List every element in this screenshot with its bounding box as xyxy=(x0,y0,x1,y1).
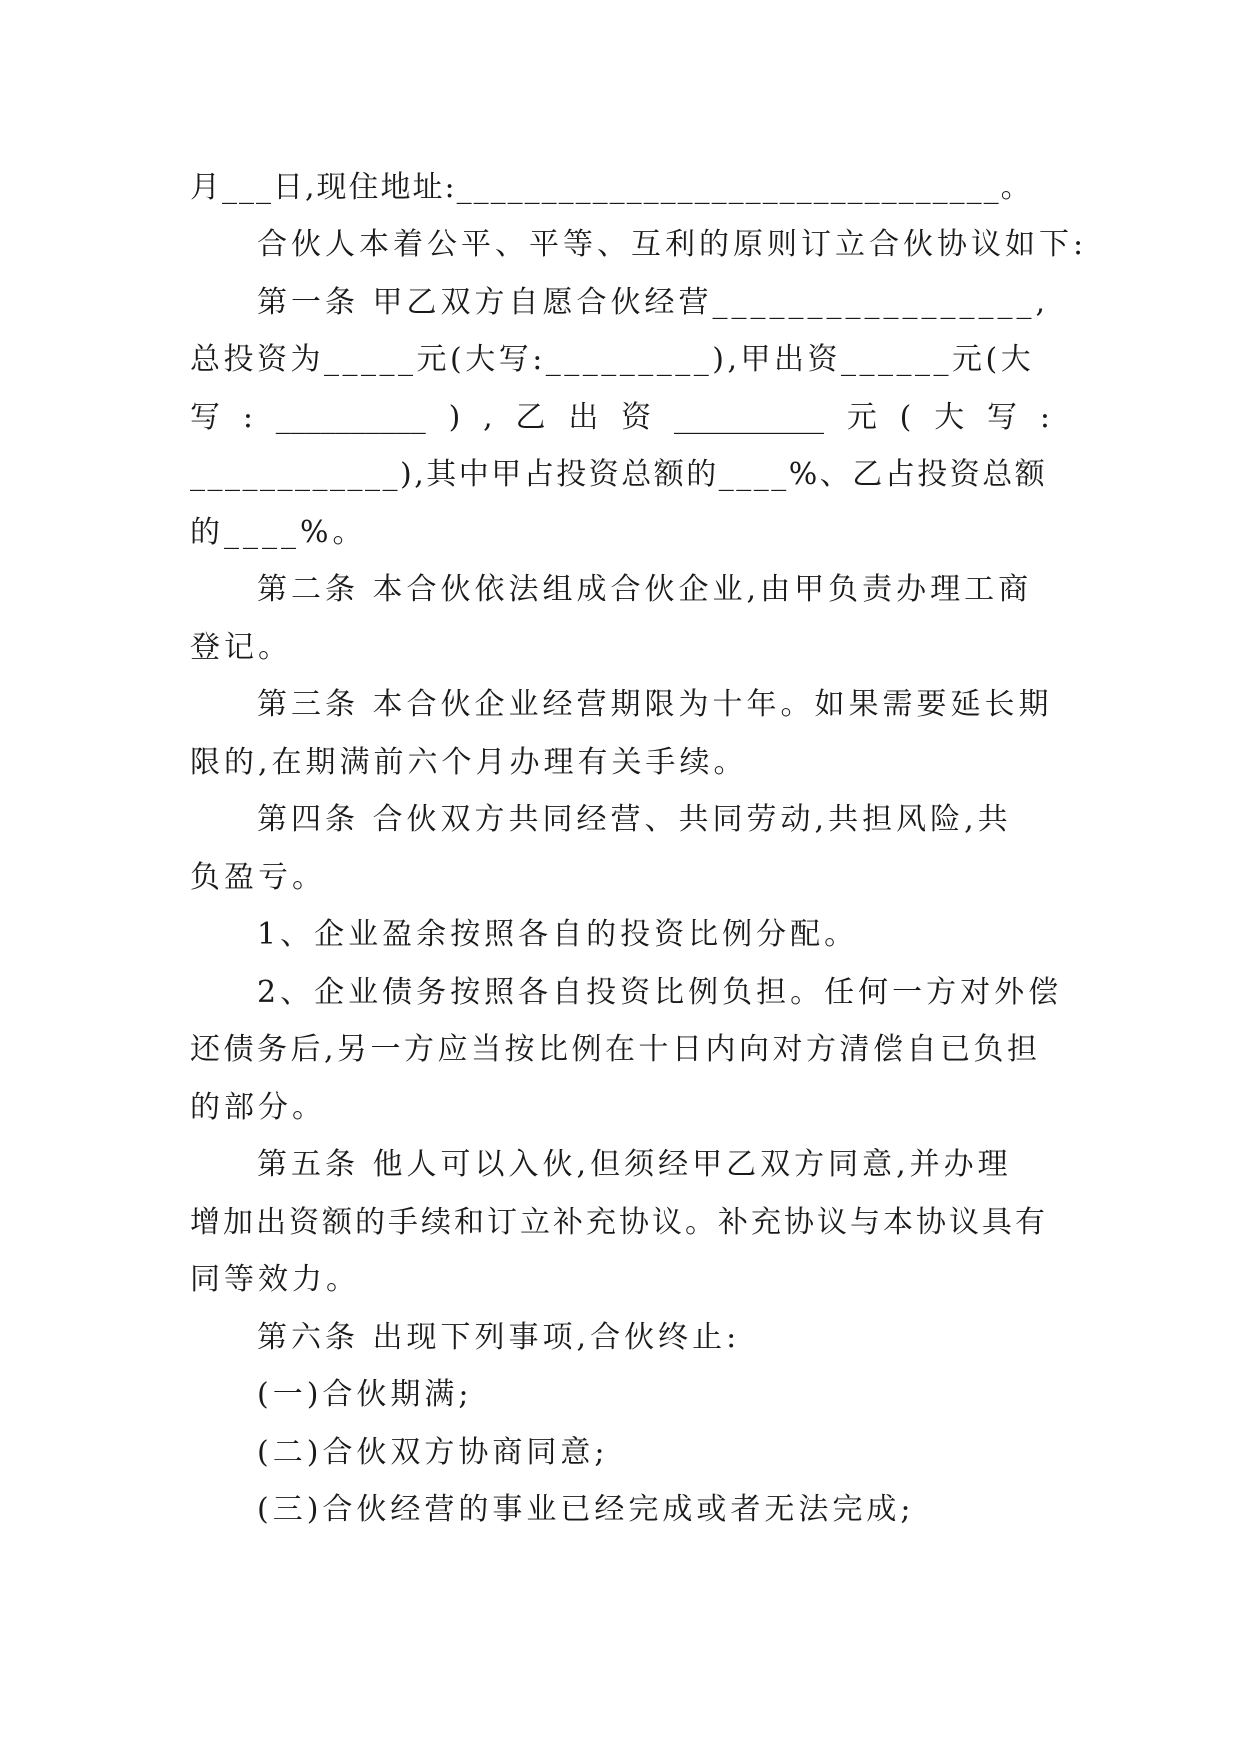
text-fragment: 写 xyxy=(987,400,1018,435)
text-line-item-2-end: 的部分。 xyxy=(190,1090,326,1125)
text-fragment: 写 xyxy=(190,400,220,435)
text-line-article-4-cont: 负盈亏。 xyxy=(190,860,326,895)
text-line-article-1: 第一条 甲乙双方自愿合伙经营_________________, xyxy=(257,285,1050,320)
text-line-item-2: 2、企业债务按照各自投资比例负担。任何一方对外偿 xyxy=(257,975,1063,1010)
text-line-item-1: 1、企业盈余按照各自的投资比例分配。 xyxy=(257,917,859,952)
text-line-address: 月___日,现住地址:________________________________。 xyxy=(190,170,1033,205)
text-line-preamble: 合伙人本着公平、平等、互利的原则订立合伙协议如下: xyxy=(257,227,1088,262)
text-line-article-2: 第二条 本合伙依法组成合伙企业,由甲负责办理工商 xyxy=(257,572,1033,607)
text-line-share-2: 的____%。 xyxy=(190,515,367,550)
text-fragment: 出 xyxy=(568,400,599,435)
text-line-article-5-end: 同等效力。 xyxy=(190,1262,360,1297)
blank-field: __________ xyxy=(674,400,824,435)
text-line-article-3-cont: 限的,在期满前六个月办理有关手续。 xyxy=(190,745,748,780)
text-fragment: ( xyxy=(899,400,912,435)
text-line-article-5-cont: 增加出资额的手续和订立补充协议。补充协议与本协议具有 xyxy=(190,1205,1048,1240)
text-fragment: : xyxy=(1039,400,1050,435)
text-fragment: 大 xyxy=(934,400,965,435)
text-fragment: , xyxy=(483,400,493,435)
text-line-article-2-cont: 登记。 xyxy=(190,630,292,665)
text-fragment: 资 xyxy=(621,400,652,435)
blank-field: __________ xyxy=(275,400,426,435)
text-line-article-3: 第三条 本合伙企业经营期限为十年。如果需要延长期 xyxy=(257,687,1053,722)
text-fragment: : xyxy=(242,400,253,435)
text-line-article-4: 第四条 合伙双方共同经营、共同劳动,共担风险,共 xyxy=(257,802,1012,837)
text-fragment: 乙 xyxy=(515,400,546,435)
text-line-investment: 总投资为_____元(大写:_________),甲出资______元(大 xyxy=(190,342,1035,377)
text-line-share: ____________),其中甲占投资总额的____%、乙占投资总额 xyxy=(190,457,1048,492)
text-line-clause-3: (三)合伙经营的事业已经完成或者无法完成; xyxy=(257,1492,915,1527)
text-line-article-5: 第五条 他人可以入伙,但须经甲乙双方同意,并办理 xyxy=(257,1147,1012,1182)
text-line-clause-2: (二)合伙双方协商同意; xyxy=(257,1435,609,1470)
text-fragment: ) xyxy=(448,400,461,435)
text-line-clause-1: (一)合伙期满; xyxy=(257,1377,473,1412)
text-fragment: 元 xyxy=(846,400,877,435)
text-line-investment-2 xyxy=(190,398,1050,438)
text-line-article-6: 第六条 出现下列事项,合伙终止: xyxy=(257,1320,741,1355)
text-line-item-2-cont: 还债务后,另一方应当按比例在十日内向对方清偿自已负担 xyxy=(190,1032,1041,1067)
